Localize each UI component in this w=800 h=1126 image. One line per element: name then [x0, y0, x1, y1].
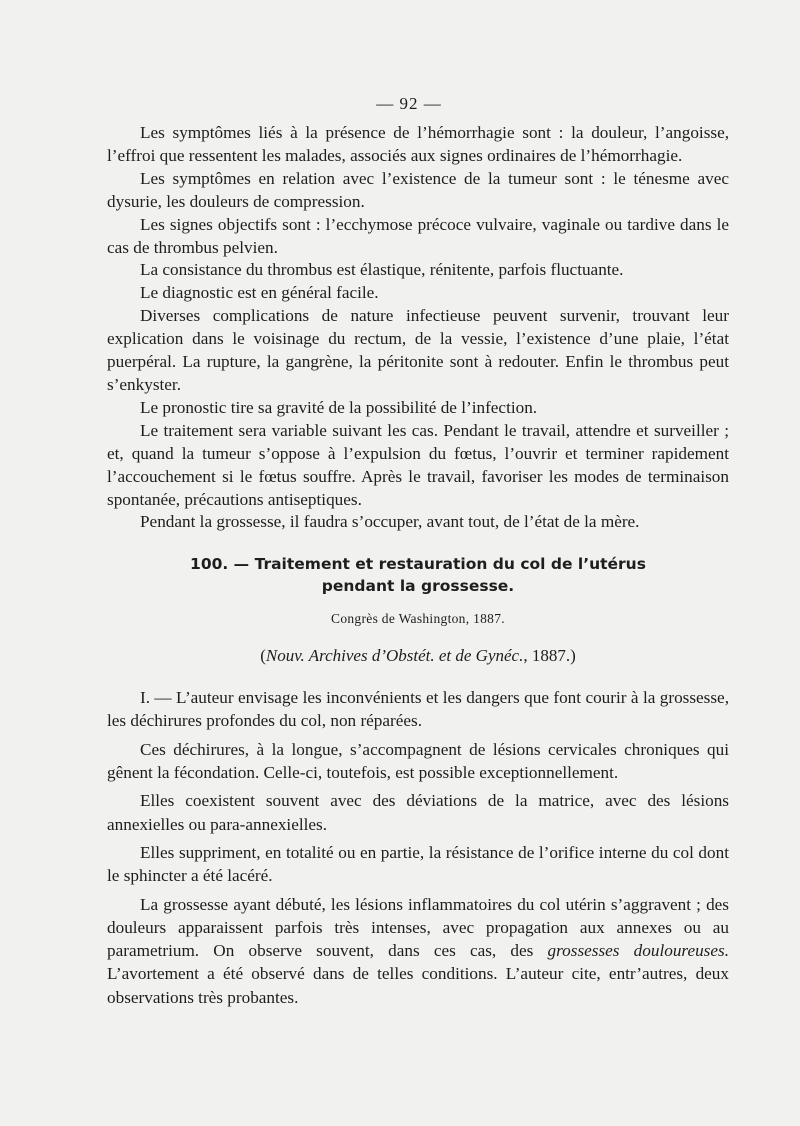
paragraph: Elles suppriment, en totalité ou en partie, la résistance de l’orifice interne du col dont le sphincter a été lacéré.: [107, 842, 729, 886]
section-title-line-2: pendant la grossesse.: [321, 577, 515, 596]
paragraph: Diverses complications de nature infectieuse peuvent survenir, trouvant leur explication dans le voisinage du rectum, de la vessie, l’existence d’une plaie, l’état puerpéral. La rupture, la gangrène, la péritonite sont à redouter. Enfin le thrombus peut s’enkyster.: [107, 306, 729, 394]
section-title-line-1: 100. — Traitement et restauration du col de l’utérus: [190, 555, 646, 574]
paragraph: Les symptômes en relation avec l’existence de la tumeur sont : le ténesme avec dysurie, les douleurs de compression.: [107, 168, 729, 211]
body-section-2: [107, 686, 729, 1009]
paragraph: Les signes objectifs sont : l’ecchymose précoce vulvaire, vaginale ou tardive dans le cas de thrombus pelvien.: [107, 214, 729, 257]
paragraph: Les symptômes liés à la présence de l’hémorrhagie sont : la douleur, l’angoisse, l’effroi que ressentent les malades, associés aux signes ordinaires de l’hémorrhagie.: [107, 123, 729, 165]
paragraph: Elles coexistent souvent avec des déviations de la matrice, avec des lésions annexielles ou para-annexielles.: [107, 791, 729, 834]
paragraph-text: L’avortement a été observé dans de telles conditions. L’auteur cite, entr’autres, deux observations très probantes.: [107, 964, 729, 1007]
source-citation: [107, 645, 729, 668]
section-heading: [107, 553, 729, 597]
section-subtitle: Congrès de Washington, 1887.: [331, 611, 505, 627]
paragraph: Le diagnostic est en général facile.: [140, 283, 379, 303]
source-journal: Nouv. Archives d’Obstét. et de Gynéc.: [265, 646, 524, 666]
body-section-1: [107, 122, 729, 534]
italic-phrase: grossesses douloureuses.: [547, 941, 729, 961]
paragraph: Ces déchirures, à la longue, s’accompagnent de lésions cervicales chroniques qui gênent la fécondation. Celle-ci, toutefois, est possible exceptionnellement.: [107, 739, 729, 783]
source-open-paren: (: [260, 646, 266, 666]
paragraph: I. — L’auteur envisage les inconvénients et les dangers que font courir à la grossesse, les déchirures profondes du col, non réparées.: [107, 688, 729, 731]
paragraph: Pendant la grossesse, il faudra s’occuper, avant tout, de l’état de la mère.: [140, 512, 640, 532]
paragraph: [107, 893, 729, 1009]
paragraph-text: La grossesse ayant débuté, les lésions inflammatoires du col utérin s’aggravent ; des douleurs apparaissent parfois très intenses, avec propagation aux annexes ou au parametrium. On observe souvent, dans ces cas, des: [107, 894, 729, 961]
source-year: , 1887.): [523, 646, 576, 666]
page-number: — 92 —: [376, 94, 442, 113]
paragraph: Le traitement sera variable suivant les cas. Pendant le travail, attendre et surveiller ; et, quand la tumeur s’oppose à l’expulsion du fœtus, l’ouvrir et terminer rapidement l’accouchement si le fœtus souffre. Après le travail, favoriser les modes de terminaison spontanée, précautions antiseptiques.: [107, 420, 729, 509]
page-body: [107, 122, 729, 1009]
paragraph: La consistance du thrombus est élastique, rénitente, parfois fluctuante.: [140, 260, 624, 280]
paragraph: Le pronostic tire sa gravité de la possibilité de l’infection.: [140, 397, 538, 417]
